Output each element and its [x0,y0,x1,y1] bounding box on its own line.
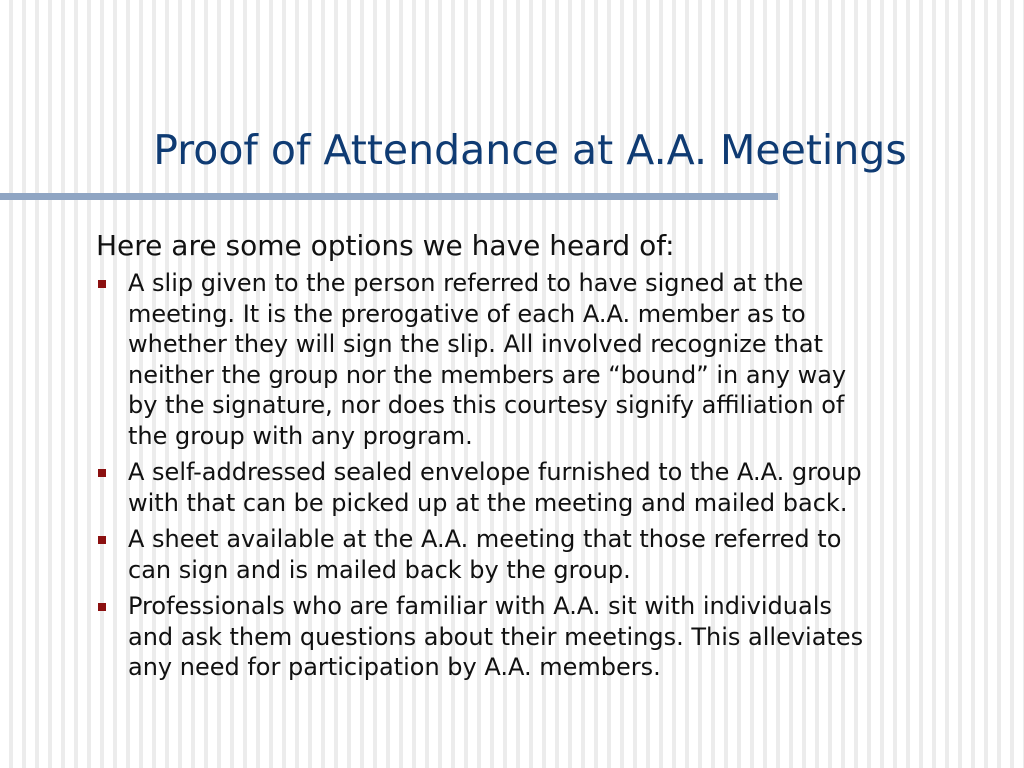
bullet-line: A sheet available at the A.A. meeting that those referred to [128,525,842,553]
bullet-line: neither the group nor the members are “bound” in any way [128,360,847,389]
bullet-line: and ask them questions about their meetings. This alleviates [128,622,864,651]
bullet-item-professionals [96,591,1011,683]
bullet-item-slip [96,268,1011,451]
bullet-line: Professionals who are familiar with A.A. sit with individuals [128,592,832,620]
bullet-line: any need for participation by A.A. members. [128,653,661,681]
bullet-line: A slip given to the person referred to have signed at the [128,269,804,297]
bullet-list [96,268,1011,683]
bullet-line: the group with any program. [128,421,473,450]
bullet-line: with that can be picked up at the meeting and mailed back. [128,488,848,517]
bullet-line: A self-addressed sealed envelope furnished to the A.A. group [128,458,862,486]
bullet-item-envelope [96,457,1011,518]
square-bullet-icon [98,280,106,288]
slide-body [96,226,1011,689]
slide-title: Proof of Attendance at A.A. Meetings [153,126,907,174]
bullet-line: meeting. It is the prerogative of each A.A. member as to [128,299,806,328]
bullet-item-sheet [96,524,1011,585]
intro-text: Here are some options we have heard of: [96,229,675,262]
square-bullet-icon [98,469,106,477]
bullet-line: whether they will sign the slip. All involved recognize that [128,330,824,358]
bullet-line: by the signature, nor does this courtesy signify affiliation of [128,391,845,419]
bullet-line: can sign and is mailed back by the group. [128,555,631,584]
square-bullet-icon [98,603,106,611]
square-bullet-icon [98,536,106,544]
title-underline-rule [0,193,778,200]
